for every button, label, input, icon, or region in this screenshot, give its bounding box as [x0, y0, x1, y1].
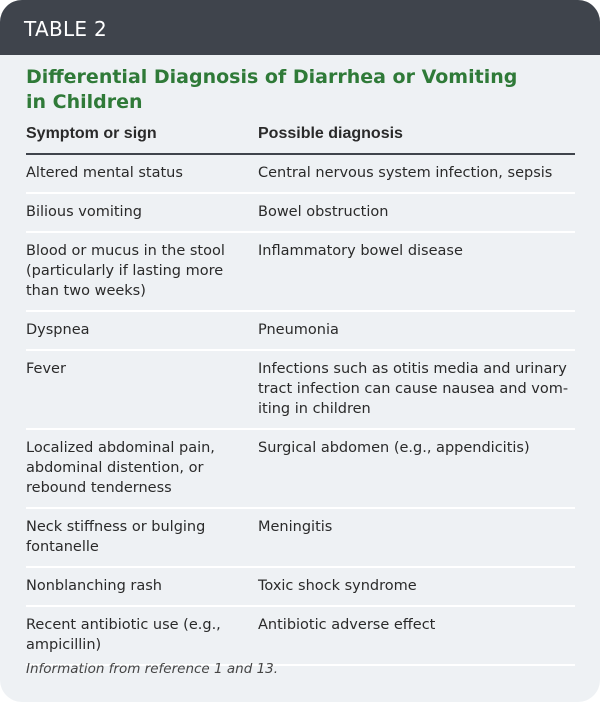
symptom-cell: Localized abdominal pain, abdominal distention, or rebound tenderness [26, 429, 258, 508]
symptom-cell: Bilious vomiting [26, 193, 258, 232]
symptom-cell: Recent antibiotic use (e.g., ampicillin) [26, 606, 258, 665]
table-row [26, 429, 575, 508]
diagnosis-cell: Meningitis [258, 508, 575, 567]
table-row [26, 508, 575, 567]
table-row [26, 193, 575, 232]
table-row [26, 350, 575, 429]
symptom-cell: Altered mental status [26, 154, 258, 193]
symptom-cell: Nonblanching rash [26, 567, 258, 606]
diagnosis-cell: Central nervous system infection, sepsis [258, 154, 575, 193]
table-title: Differential Diagnosis of Diarrhea or Vomiting in Children [26, 66, 518, 113]
symptom-cell: Blood or mucus in the stool (particularly if lasting more than two weeks) [26, 232, 258, 311]
diagnosis-cell: Inflammatory bowel disease [258, 232, 575, 311]
symptom-cell: Fever [26, 350, 258, 429]
symptom-cell: Dyspnea [26, 311, 258, 350]
table-row [26, 311, 575, 350]
column-header-diagnosis: Possible diagnosis [258, 118, 575, 154]
header-row [26, 118, 575, 154]
diagnosis-cell: Bowel obstruction [258, 193, 575, 232]
diagnosis-cell: Surgical abdomen (e.g., appendicitis) [258, 429, 575, 508]
diagnosis-cell: Infections such as otitis media and urinary tract infection can cause nausea and vomiting in children [258, 350, 575, 429]
column-header-symptom: Symptom or sign [26, 118, 258, 154]
footnote: Information from reference 1 and 13. [26, 661, 279, 677]
diagnosis-cell: Toxic shock syndrome [258, 567, 575, 606]
table-label: TABLE 2 [0, 0, 600, 55]
diagnosis-cell: Pneumonia [258, 311, 575, 350]
diagnosis-cell: Antibiotic adverse effect [258, 606, 575, 665]
diagnosis-table [26, 118, 575, 666]
table-row [26, 606, 575, 665]
table-row [26, 567, 575, 606]
symptom-cell: Neck stiffness or bulging fontanelle [26, 508, 258, 567]
table-row [26, 154, 575, 193]
table-row [26, 232, 575, 311]
